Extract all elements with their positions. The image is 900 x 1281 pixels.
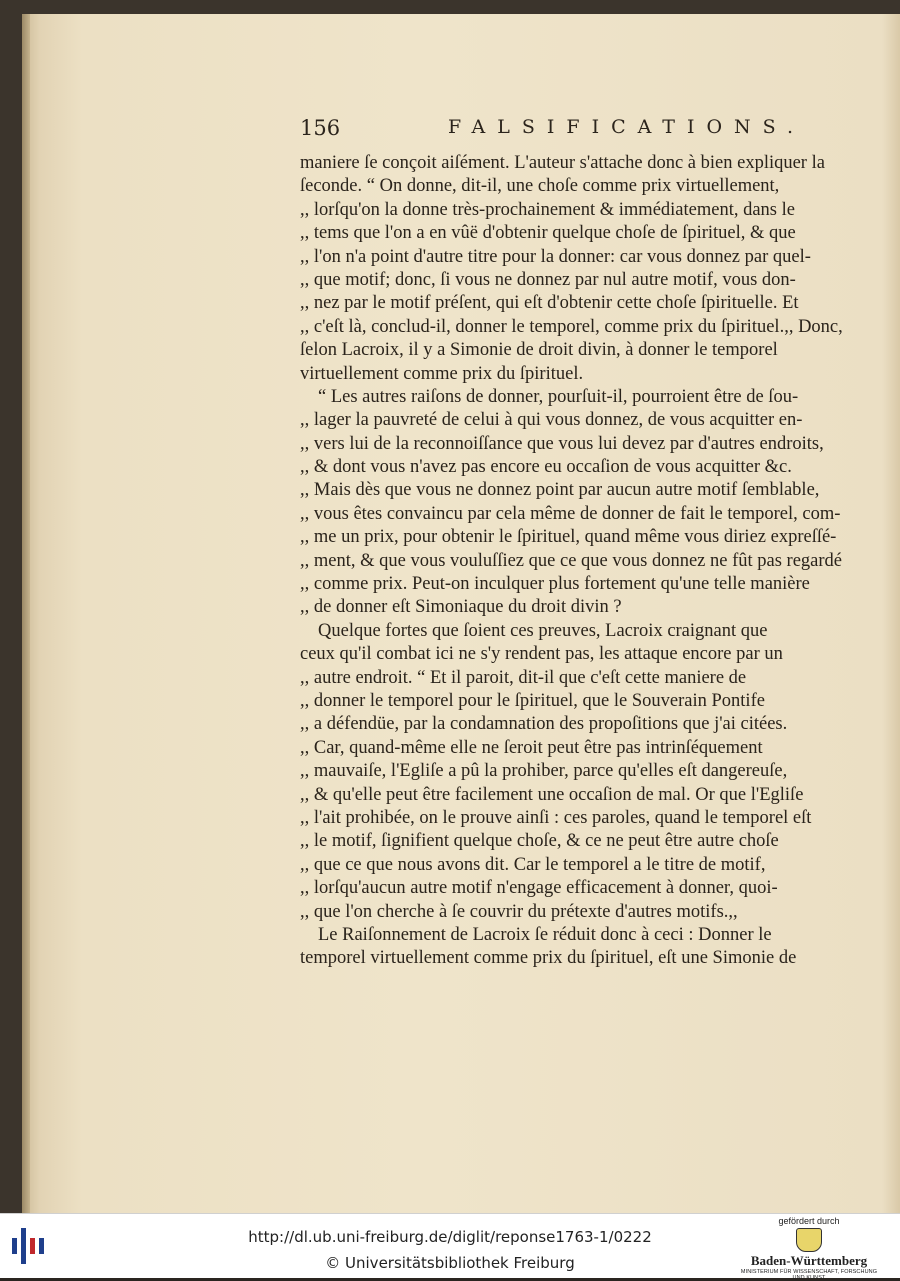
- text-line: ,, autre endroit. “ Et il paroit, dit-il que c'eſt cette maniere de: [300, 667, 747, 688]
- page-header: [300, 116, 880, 146]
- text-line: ,, a défendüe, par la condamnation des propoſitions que j'ai citées.: [300, 714, 788, 735]
- text-line: ,, que l'on cherche à ſe couvrir du prétexte d'autres motifs.,,: [300, 901, 738, 922]
- text-line: ,, donner le temporel pour le ſpirituel, que le Souverain Pontife: [300, 690, 765, 711]
- text-line: ſeconde. “ On donne, dit-il, une choſe comme prix virtuellement,: [300, 176, 780, 197]
- text-line: ,, c'eſt là, conclud-il, donner le temporel, comme prix du ſpirituel.,, Donc,: [300, 316, 843, 337]
- text-line: virtuellement comme prix du ſpirituel.: [300, 363, 584, 384]
- sponsor-ministry-name: MINISTERIUM FÜR WISSENSCHAFT, FORSCHUNG UND KUNST: [740, 1269, 878, 1281]
- text-line: ,, & dont vous n'avez pas encore eu occaſion de vous acquitter &c.: [300, 457, 792, 478]
- text-line: temporel virtuellement comme prix du ſpirituel, eſt une Simonie de: [300, 948, 797, 969]
- text-line: ,, Car, quand-même elle ne ſeroit peut être pas intrinſéquement: [300, 737, 763, 758]
- page-gutter-edge: [22, 14, 30, 1213]
- sponsor-logo: [734, 1216, 884, 1281]
- text-line: ,, lorſqu'on la donne très-prochainement & immédiatement, dans le: [300, 199, 795, 220]
- text-line: ceux qu'il combat ici ne s'y rendent pas, les attaque encore par un: [300, 644, 783, 665]
- text-line: ,, lorſqu'aucun autre motif n'engage efficacement à donner, quoi-: [300, 878, 778, 899]
- page-number: 156: [300, 116, 341, 140]
- text-line: ,, l'ait prohibée, on le prouve ainſi : ces paroles, quand le temporel eſt: [300, 807, 812, 828]
- source-url-link[interactable]: http://dl.ub.uni-freiburg.de/diglit/reponse1763-1/0222: [248, 1228, 652, 1246]
- text-line: ,, Mais dès que vous ne donnez point par aucun autre motif ſemblable,: [300, 480, 820, 501]
- text-line: ,, que ce que nous avons dit. Car le temporel a le titre de motif,: [300, 854, 766, 875]
- text-line: ,, vous êtes convaincu par cela même de donner de fait le temporel, com-: [300, 503, 841, 524]
- text-line: Le Raiſonnement de Lacroix ſe réduit donc à ceci : Donner le: [318, 924, 772, 945]
- text-line: maniere ſe conçoit aiſément. L'auteur s'attache donc à bien expliquer la: [300, 153, 825, 173]
- running-title: FALSIFICATIONS.: [448, 116, 806, 138]
- text-line: ,, le motif, ſignifient quelque choſe, & ce ne peut être autre choſe: [300, 831, 779, 852]
- funded-by-label: gefördert durch: [778, 1216, 840, 1226]
- text-line: “ Les autres raiſons de donner, pourſuit-il, pourroient être de ſou-: [318, 386, 799, 407]
- text-line: ,, tems que l'on a en vûë d'obtenir quelque choſe de ſpirituel, & que: [300, 223, 796, 244]
- text-line: ,, mauvaiſe, l'Egliſe a pû la prohiber, parce qu'elles eſt dangereuſe,: [300, 761, 788, 782]
- coat-of-arms-icon: [796, 1228, 822, 1252]
- text-line: Quelque fortes que ſoient ces preuves, Lacroix craignant que: [318, 620, 768, 641]
- text-line: ſelon Lacroix, il y a Simonie de droit divin, à donner le temporel: [300, 340, 778, 361]
- sponsor-state-name: Baden-Württemberg: [750, 1253, 868, 1268]
- page-body-text: [300, 152, 872, 971]
- text-line: ,, vers lui de la reconnoiſſance que vous lui devez par d'autres endroits,: [300, 433, 824, 454]
- text-line: ,, lager la pauvreté de celui à qui vous donnez, de vous acquitter en-: [300, 410, 803, 431]
- text-line: ,, nez par le motif préſent, qui eſt d'obtenir cette choſe ſpirituelle. Et: [300, 293, 799, 314]
- text-line: ,, ment, & que vous vouluſſiez que ce que vous donnez ne fût pas regardé: [300, 550, 842, 571]
- text-line: ,, comme prix. Peut-on inculquer plus fortement qu'une telle manière: [300, 574, 810, 595]
- text-line: ,, de donner eſt Simoniaque du droit divin ?: [300, 597, 622, 618]
- viewer-footer: [0, 1213, 900, 1281]
- text-line: ,, me un prix, pour obtenir le ſpirituel, quand même vous diriez expreſſé-: [300, 527, 837, 548]
- text-line: ,, l'on n'a point d'autre titre pour la donner: car vous donnez par quel-: [300, 246, 811, 267]
- copyright-notice: © Universitätsbibliothek Freiburg: [325, 1254, 575, 1272]
- text-line: ,, que motif; donc, ſi vous ne donnez par nul autre motif, vous don-: [300, 269, 796, 290]
- text-line: ,, & qu'elle peut être facilement une occaſion de mal. Or que l'Egliſe: [300, 784, 804, 805]
